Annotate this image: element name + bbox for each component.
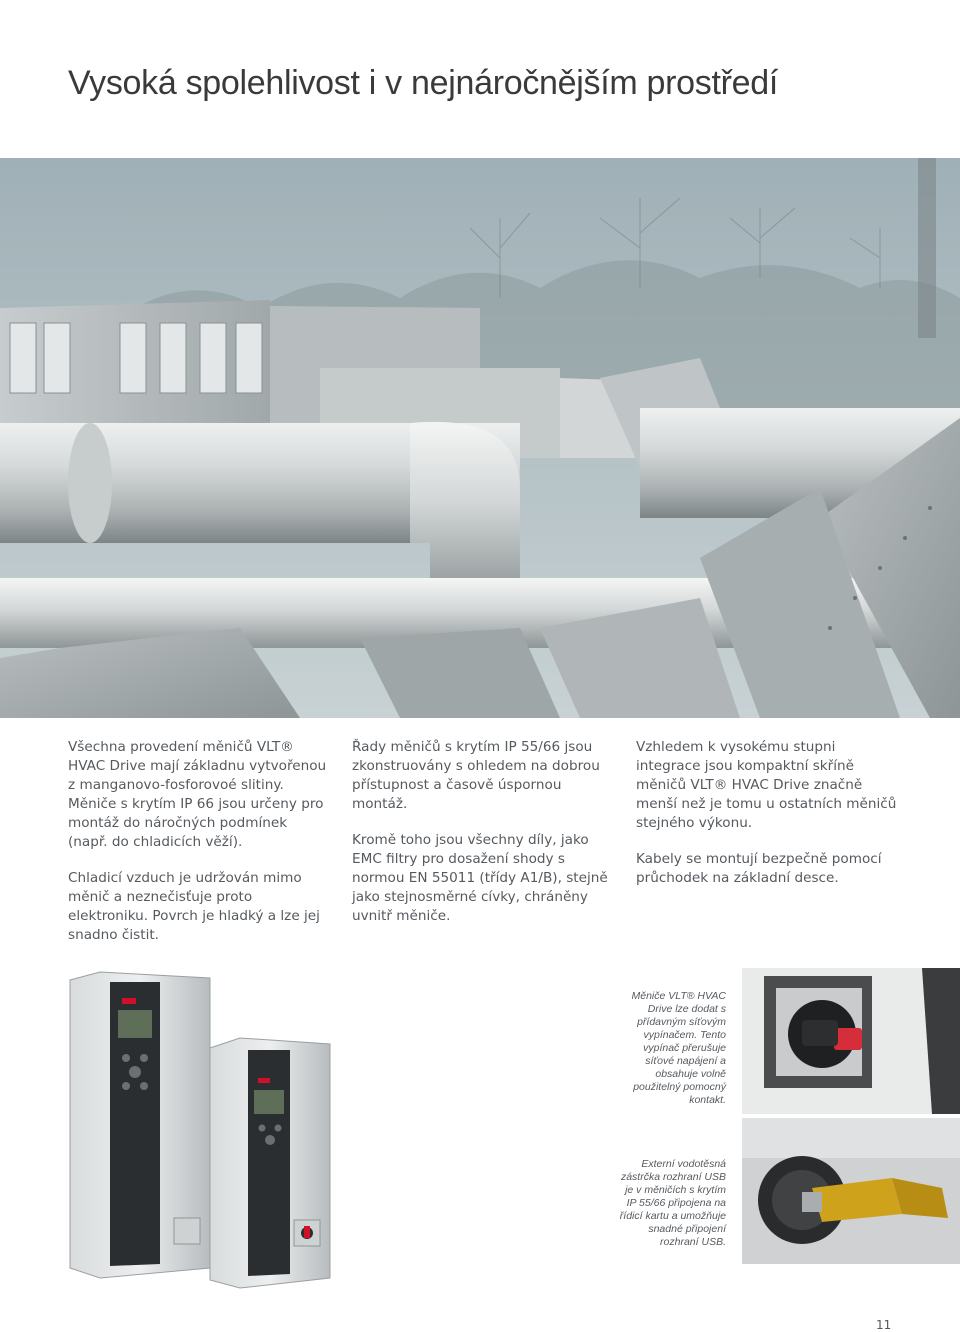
page-number: 11 — [876, 1318, 892, 1332]
page-title: Vysoká spolehlivost i v nejnáročnějším prostředí — [68, 64, 779, 102]
photo-mains-switch — [742, 968, 960, 1114]
text-column-3 — [636, 738, 898, 905]
product-photo-vlt-drives — [60, 968, 390, 1298]
text-column-1 — [68, 738, 330, 962]
paragraph: Kabely se montují bezpečně pomocí průchodek na základní desce. — [636, 851, 882, 886]
paragraph: Řady měničů s krytím IP 55/66 jsou zkonstruovány s ohledem na dobrou přístupnost a časově úspornou montáž. — [352, 739, 600, 812]
caption-mains-switch: Měniče VLT® HVAC Drive lze dodat s přídavným síťovým vypínačem. Tento vypínač přerušuje síťové napájení a obsahuje volně použitelný pomocný kontakt. — [631, 990, 726, 1106]
paragraph: Vzhledem k vysokému stupni integrace jsou kompaktní skříně měničů VLT® HVAC Drive značně menší než je tomu u ostatních měničů stejného výkonu. — [636, 739, 897, 831]
paragraph: Kromě toho jsou všechny díly, jako EMC filtry pro dosažení shody s normou EN 55011 (třídy A1/B), stejně jako stejnosměrné cívky, chráněny uvnitř měniče. — [352, 832, 608, 924]
text-column-2 — [352, 738, 614, 943]
paragraph: Chladicí vzduch je udržován mimo měnič a neznečisťuje proto elektroniku. Povrch je hladký a lze jej snadno čistit. — [68, 870, 320, 943]
paragraph: Všechna provedení měničů VLT® HVAC Drive mají základnu vytvořenou z manganovo-fosforovoé slitiny. Měniče s krytím IP 66 jsou určeny pro montáž do náročných podmínek (např. do chladicích věží). — [68, 739, 327, 850]
caption-usb-plug: Externí vodotěsná zástrčka rozhraní USB je v měničích s krytím IP 55/66 připojena na řídicí kartu a umožňuje snadné připojení rozhraní USB. — [619, 1158, 726, 1248]
photo-usb-plug — [742, 1118, 960, 1264]
hero-photo-rooftop-ducts — [0, 158, 960, 718]
